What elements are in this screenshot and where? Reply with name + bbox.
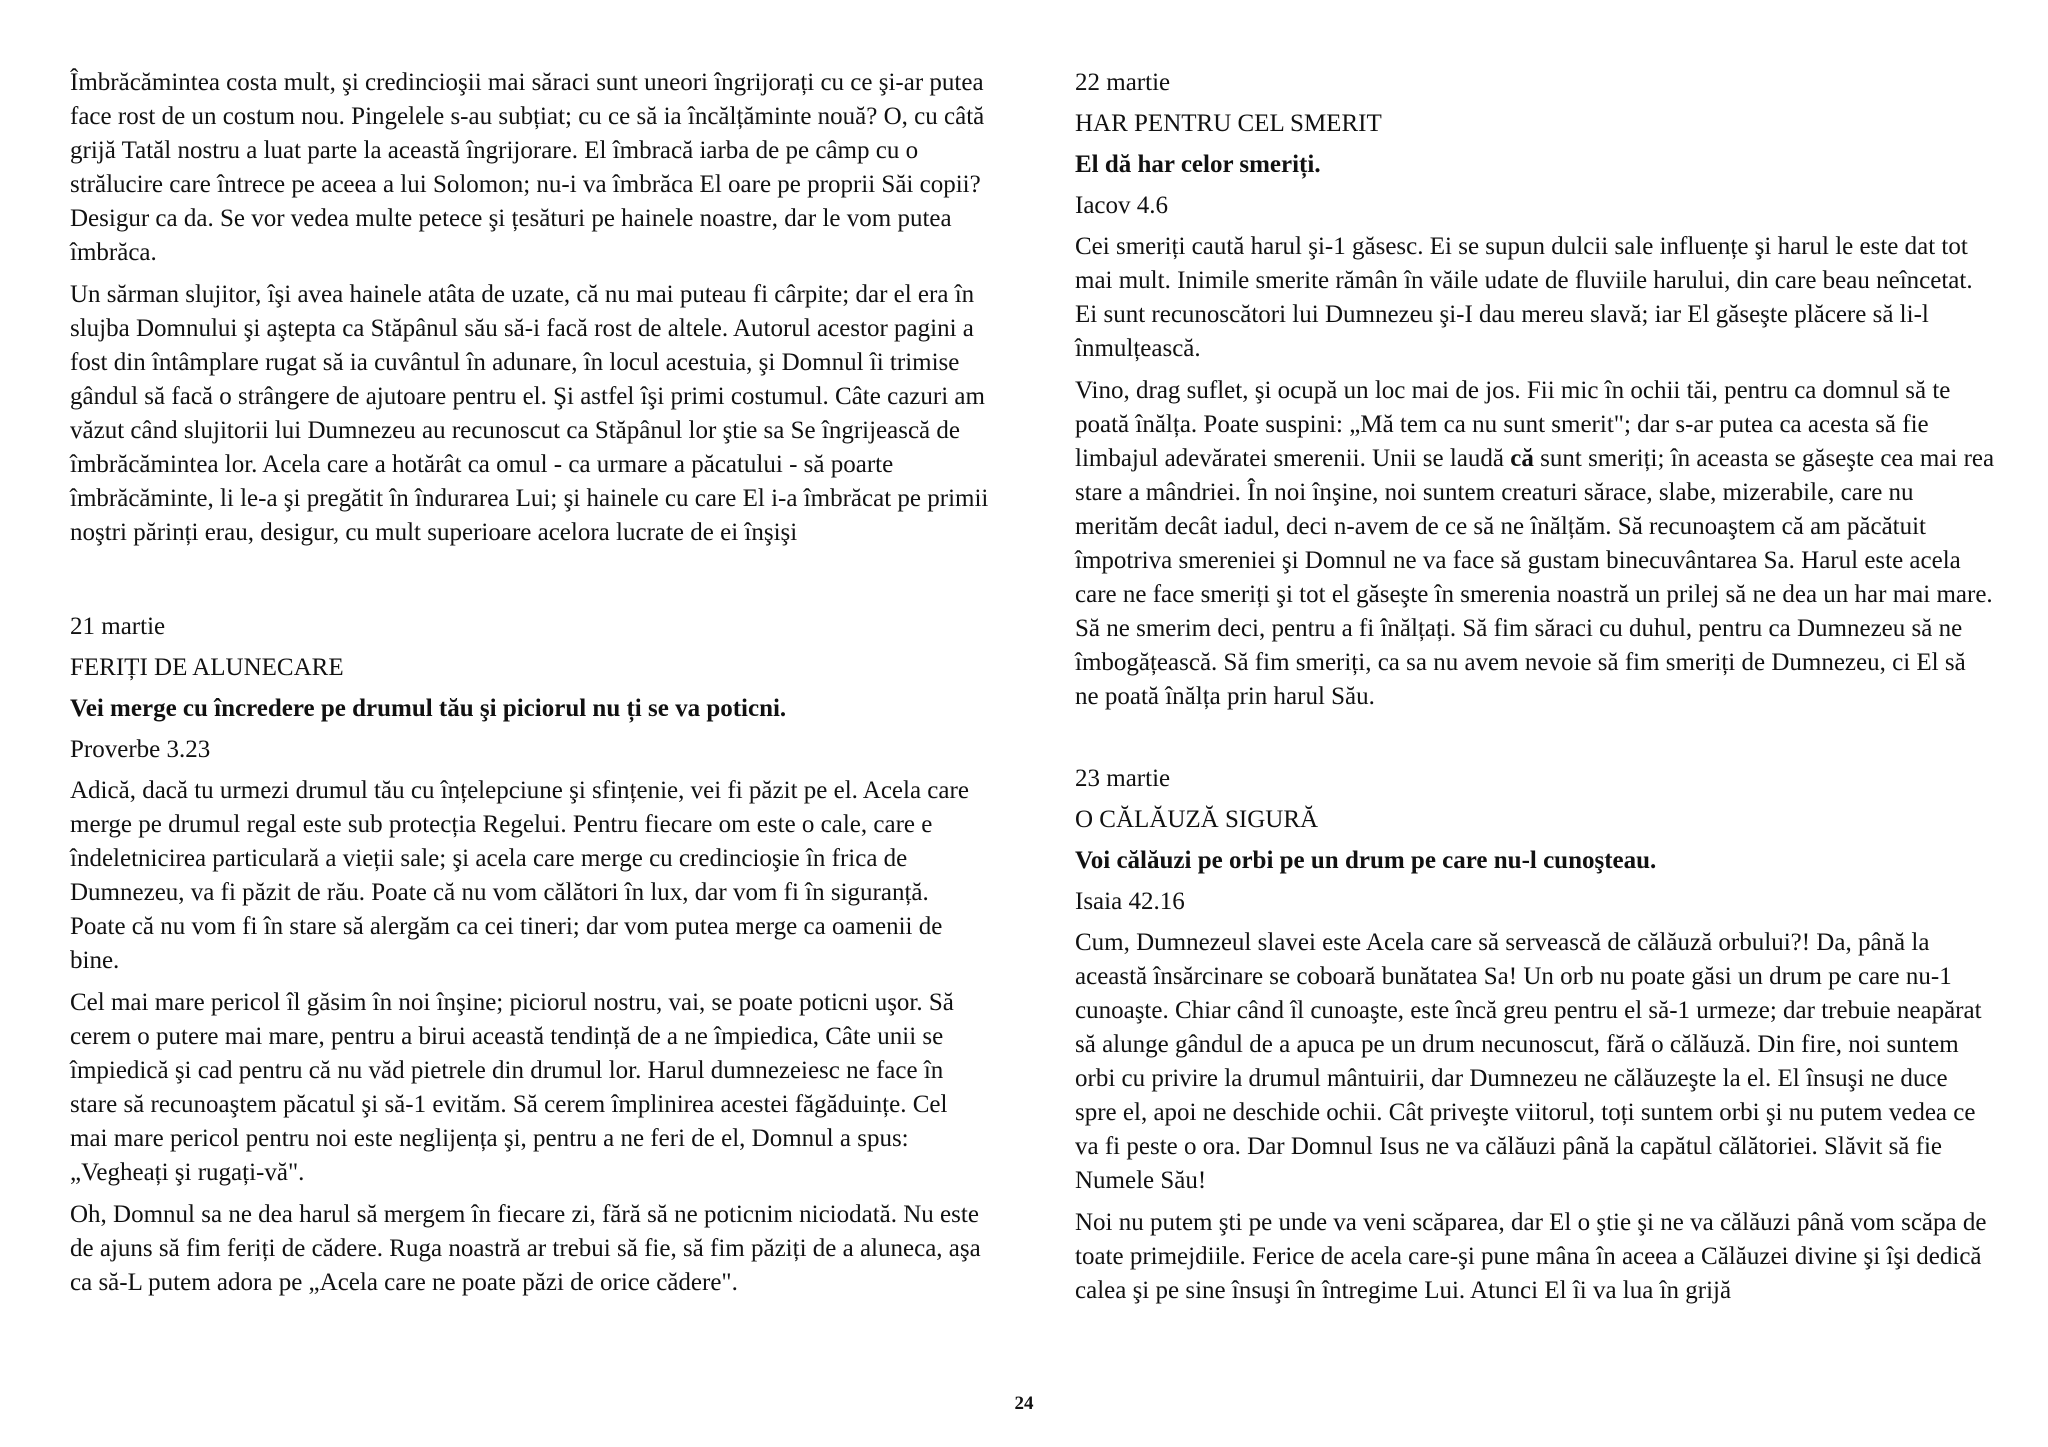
entry-reference: Proverbe 3.23 [70,736,211,763]
paragraph: Un sărman slujitor, îşi avea hainele atâta de uzate, că nu mai puteau fi cârpite; dar el era în slujba Domnului şi aştepta ca Stăpânul său să-i facă rost de altele. Autorul acestor pagini a fost din întâmplare rugat să ia cuvântul în adunare, în locul acestuia, şi Domnul îi trimise gândul să facă o strângere de ajutoare pentru el. Şi astfel îşi primi costumul. Câte cazuri am văzut când slujitorii lui Dumnezeu au recunoscut ca Stăpânul lor ştie sa Se îngrijească de îmbrăcămintea lor. Acela care a hotărât ca omul - ca urmare a păcatului - să poarte îmbrăcăminte, li le-a şi pregătit în îndurarea Lui; şi hainele cu care El i-a îmbrăcat pe primii noştri părinți erau, desigur, cu mult superioare acelora lucrate de ei înşişi [70,281,989,546]
entry-date: 21 martie [70,613,166,640]
paragraph [1075,374,1995,714]
entry-verse: Vei merge cu încredere pe drumul tău şi piciorul nu ți se va poticni. [70,695,787,722]
entry-reference: Isaia 42.16 [1075,888,1185,915]
paragraph: Oh, Domnul sa ne dea harul să mergem în fiecare zi, fără să ne poticnim niciodată. Nu este de ajuns să fim feriți de cădere. Ruga noastră ar trebui să fie, să fim păziți de a aluneca, aşa ca să-L putem adora pe „Acela care ne poate păzi de orice cădere". [70,1201,981,1296]
paragraph-text: sunt smeriți; în aceasta se găseşte cea mai rea stare a mândriei. În noi înşine, noi suntem creaturi sărace, slabe, mizerabile, care nu merităm decât iadul, deci n-avem de ce să ne înălțăm. Să recunoaştem că am păcătuit împotriva smereniei şi Domnul ne va face să gustam binecuvântarea Sa. Harul este acela care ne face smeriți şi tot el găseşte în smerenia noastră un prilej să ne dea un har mai mare. Să ne smerim deci, pentru a fi înălțați. Să fim săraci cu duhul, pentru ca Dumnezeu să ne îmbogățească. Să fim smeriți, ca sa nu avem nevoie să fim smeriți de Dumnezeu, ci El să ne poată înălța prin harul Său. [1075,445,1995,710]
paragraph: Cum, Dumnezeul slavei este Acela care să servească de călăuză orbului?! Da, până la această însărcinare se coboară bunătatea Sa! Un orb nu poate găsi un drum pe care nu-1 cunoaşte. Chiar când îl cunoaşte, este încă greu pentru el să-1 urmeze; dar trebuie neapărat să alunge gândul de a apuca pe un drum necunoscut, fără o călăuză. Din fire, noi suntem orbi cu privire la drumul mântuirii, dar Dumnezeu ne călăuzeşte la el. El însuşi ne duce spre el, apoi ne deschide ochii. Cât priveşte viitorul, toți suntem orbi şi nu putem vedea ce va fi peste o ora. Dar Domnul Isus ne va călăuzi până la capătul călătoriei. Slăvit să fie Numele Său! [1075,929,1982,1194]
entry-date: 23 martie [1075,765,1171,792]
paragraph: Cel mai mare pericol îl găsim în noi înşine; piciorul nostru, vai, se poate poticni uşor. Să cerem o putere mai mare, pentru a birui această tendință de a ne împiedica, Câte unii se împiedică şi cad pentru că nu văd pietrele din drumul lor. Harul dumnezeiesc ne face în stare să recunoaştem păcatul şi să-1 evităm. Să cerem împlinirea acestei făgăduințe. Cel mai mare pericol pentru noi este neglijența şi, pentru a ne feri de el, Domnul a spus: „Vegheați şi rugați-vă". [70,989,954,1186]
entry-verse: El dă har celor smeriți. [1075,151,1321,178]
left-column [70,66,990,1308]
paragraph: Îmbrăcămintea costa mult, şi credincioşii mai săraci sunt uneori îngrijorați cu ce şi-ar putea face rost de un costum nou. Pingelele s-au subțiat; cu ce să ia încălțăminte nouă? O, cu câtă grijă Tatăl nostru a luat parte la această îngrijorare. El îmbracă iarba de pe câmp cu o strălucire care întrece pe aceea a lui Solomon; nu-i va îmbrăca El oare pe proprii Săi copii? Desigur ca da. Se vor vedea multe petece şi țesături pe hainele noastre, dar le vom putea îmbrăca. [70,69,985,266]
entry-reference: Iacov 4.6 [1075,192,1169,219]
section-gap [70,558,990,610]
entry-verse: Voi călăuzi pe orbi pe un drum pe care nu-l cunoşteau. [1075,847,1657,874]
section-gap [1075,722,1995,762]
page-number: 24 [1014,1393,1034,1414]
entry-title: O CĂLĂUZĂ SIGURĂ [1075,806,1319,833]
paragraph-text: Vino, drag suflet, şi ocupă un loc mai de jos. Fii mic în ochii tăi, pentru ca domnul să te poată înălța. Poate suspini: „Mă tem ca nu sunt smerit"; dar s-ar putea ca acesta să fie limbajul adevăratei smerenii. Unii se laudă [1075,377,1951,472]
right-column [1075,66,1995,1316]
entry-date: 22 martie [1075,69,1171,96]
entry-title: FERIȚI DE ALUNECARE [70,654,344,681]
paragraph: Cei smeriți caută harul şi-1 găsesc. Ei se supun dulcii sale influențe şi harul le este dat tot mai mult. Inimile smerite rămân în văile udate de fluviile harului, din care beau neîncetat. Ei sunt recunoscători lui Dumnezeu şi-I dau mereu slavă; iar El găseşte plăcere să li-l înmulțească. [1075,233,1973,362]
paragraph: Adică, dacă tu urmezi drumul tău cu înțelepciune şi sfințenie, vei fi păzit pe el. Acela care merge pe drumul regal este sub protecția Regelui. Pentru fiecare om este o cale, care e îndeletnicirea particulară a vieții sale; şi acela care merge cu credincioşie în frica de Dumnezeu, va fi păzit de rău. Poate că nu vom călători în lux, dar vom fi în siguranță. Poate că nu vom fi în stare să alergăm ca cei tineri; dar vom putea merge ca oamenii de bine. [70,777,969,974]
bold-word: că [1510,445,1534,472]
paragraph: Noi nu putem şti pe unde va veni scăparea, dar El o ştie şi ne va călăuzi până vom scăpa de toate primejdiile. Ferice de acela care-şi pune mâna în aceea a Călăuzei divine şi îşi dedică calea şi pe sine însuşi în întregime Lui. Atunci El îi va lua în grijă [1075,1209,1987,1304]
entry-title: HAR PENTRU CEL SMERIT [1075,110,1382,137]
